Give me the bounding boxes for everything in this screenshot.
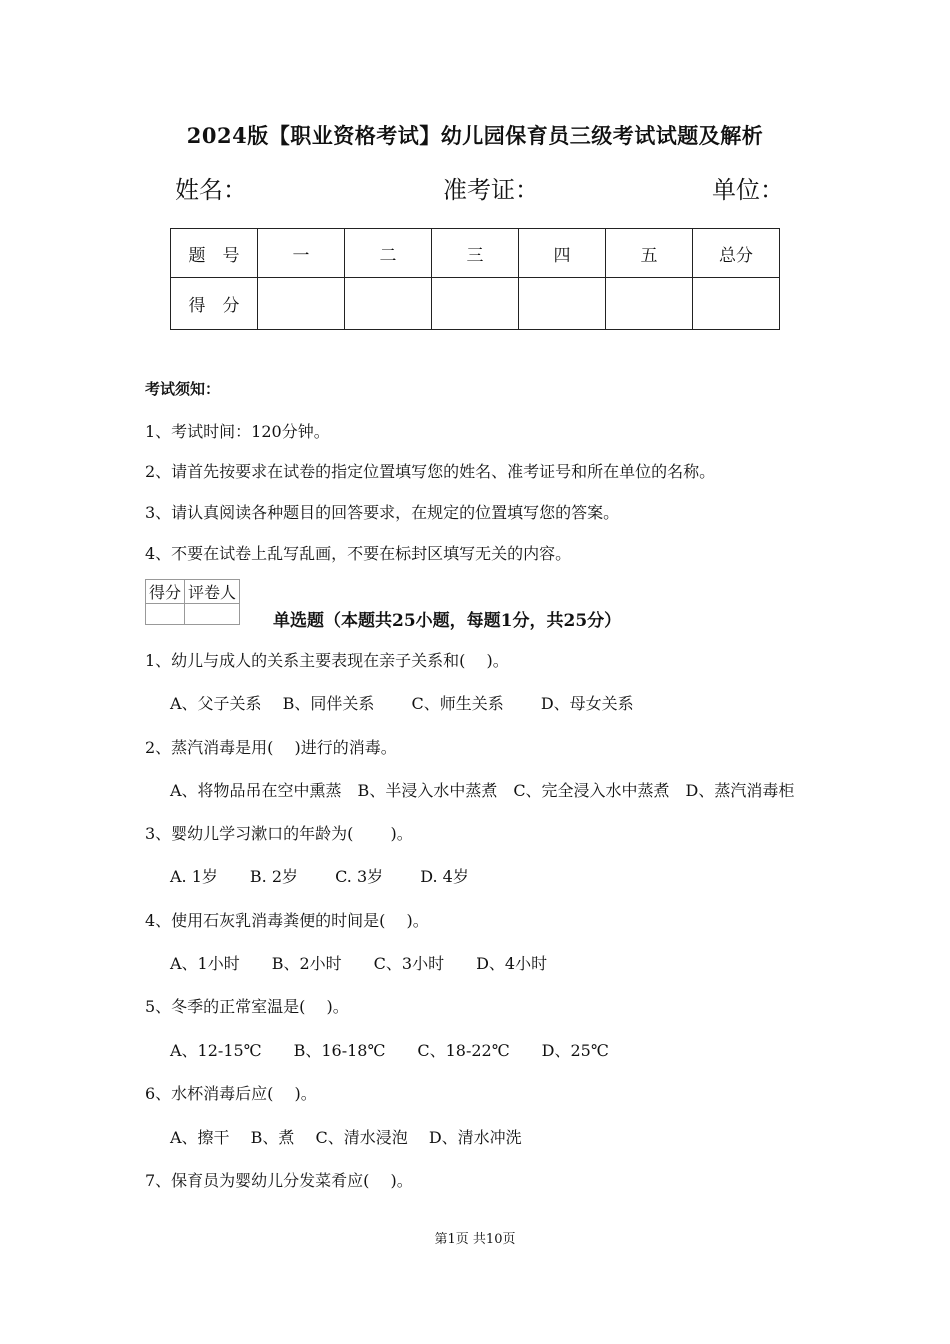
- question-6: 6、水杯消毒后应( )。: [145, 1084, 317, 1103]
- score-cell: [345, 278, 432, 330]
- exam-number-label: 准考证：: [443, 176, 539, 204]
- name-label: 姓名：: [175, 176, 247, 204]
- page-footer: 第1页 共10页: [434, 1232, 516, 1247]
- score-table-header-row: [171, 229, 780, 278]
- question-7: 7、保育员为婴幼儿分发菜肴应( )。: [145, 1171, 413, 1190]
- score-header-cell: 题 号: [171, 229, 258, 278]
- notice-heading: 考试须知：: [145, 380, 221, 398]
- score-header-cell: 二: [345, 229, 432, 278]
- score-header-cell: 总分: [693, 229, 780, 278]
- score-cell: [519, 278, 606, 330]
- notice-item: 4、不要在试卷上乱写乱画，不要在标封区填写无关的内容。: [145, 544, 572, 563]
- grader-reviewer-label: 评卷人: [185, 580, 240, 604]
- score-header-cell: 五: [606, 229, 693, 278]
- score-header-cell: 三: [432, 229, 519, 278]
- unit-label: 单位：: [712, 176, 784, 204]
- grader-reviewer-cell: [185, 604, 240, 625]
- score-cell: [258, 278, 345, 330]
- grader-score-label: 得分: [146, 580, 185, 604]
- score-cell: [606, 278, 693, 330]
- score-header-cell: 四: [519, 229, 606, 278]
- notice-item: 1、考试时间：120分钟。: [145, 422, 330, 441]
- question-4: 4、使用石灰乳消毒粪便的时间是( )。: [145, 911, 429, 930]
- score-table-score-row: [171, 278, 780, 330]
- score-row-label: 得 分: [171, 278, 258, 330]
- question-2: 2、蒸汽消毒是用( )进行的消毒。: [145, 738, 397, 757]
- grader-box: [145, 579, 240, 625]
- score-header-cell: 一: [258, 229, 345, 278]
- document-title: 2024版【职业资格考试】幼儿园保育员三级考试试题及解析: [186, 123, 764, 148]
- question-6-options: A、擦干 B、煮 C、清水浸泡 D、清水冲洗: [170, 1128, 522, 1147]
- grader-score-cell: [146, 604, 185, 625]
- question-3-options: A. 1岁 B. 2岁 C. 3岁 D. 4岁: [170, 867, 469, 886]
- score-cell: [432, 278, 519, 330]
- notice-item: 2、请首先按要求在试卷的指定位置填写您的姓名、准考证号和所在单位的名称。: [145, 462, 716, 481]
- question-1: 1、幼儿与成人的关系主要表现在亲子关系和( )。: [145, 651, 509, 670]
- question-2-options: A、将物品吊在空中熏蒸 B、半浸入水中蒸煮 C、完全浸入水中蒸煮 D、蒸汽消毒柜: [170, 781, 795, 800]
- question-3: 3、婴幼儿学习漱口的年龄为( )。: [145, 824, 413, 843]
- question-1-options: A、父子关系 B、同伴关系 C、师生关系 D、母女关系: [170, 694, 634, 713]
- question-5: 5、冬季的正常室温是( )。: [145, 997, 349, 1016]
- section-title: 单选题（本题共25小题，每题1分，共25分）: [273, 611, 622, 631]
- score-cell: [693, 278, 780, 330]
- score-table: [170, 228, 780, 330]
- question-5-options: A、12-15℃ B、16-18℃ C、18-22℃ D、25℃: [170, 1041, 609, 1060]
- notice-item: 3、请认真阅读各种题目的回答要求，在规定的位置填写您的答案。: [145, 503, 620, 522]
- question-4-options: A、1小时 B、2小时 C、3小时 D、4小时: [170, 954, 548, 973]
